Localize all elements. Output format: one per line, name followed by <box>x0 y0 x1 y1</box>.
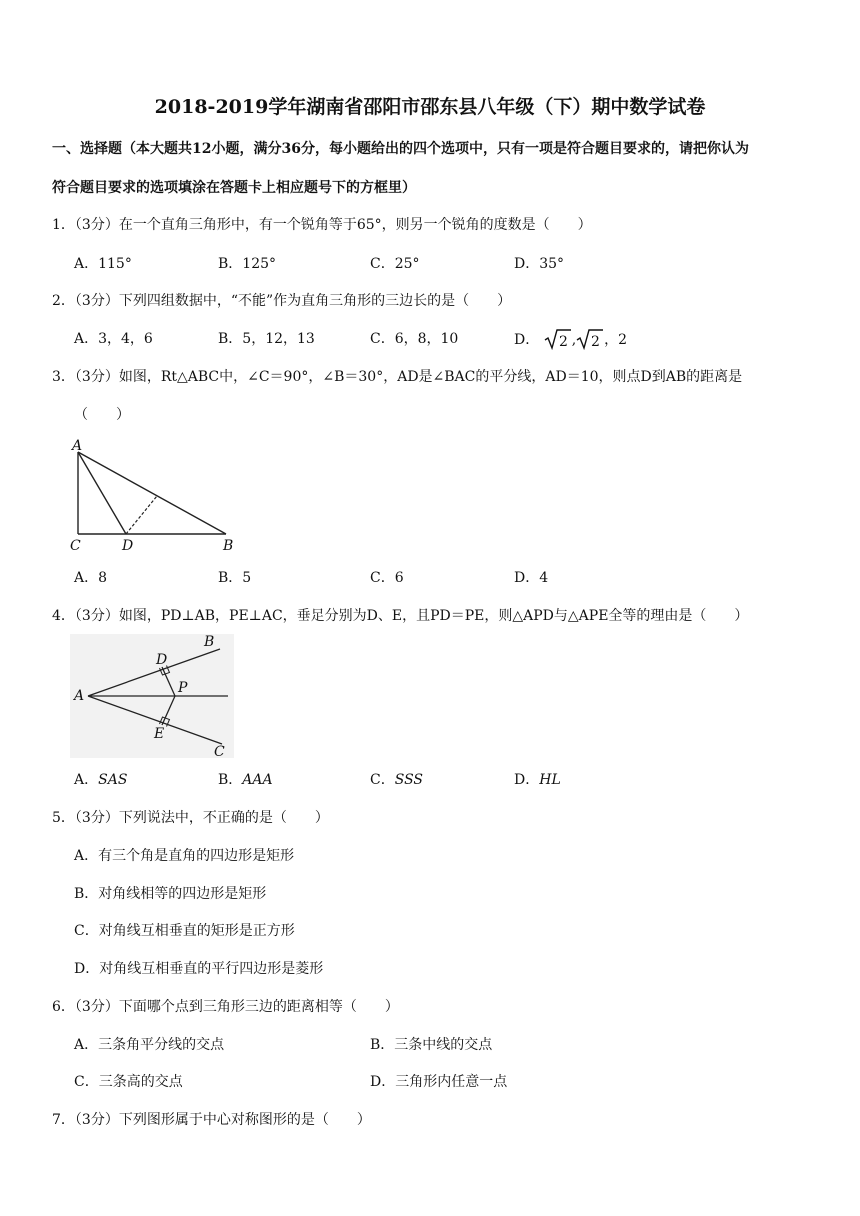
q3-label-b: B <box>223 538 234 554</box>
question-2-stem: 2．（3分）下列四组数据中，“不能”作为直角三角形的三边长的是（ ） <box>52 293 512 309</box>
q4-option-b-letter: B． <box>218 772 243 788</box>
section-instructions-line2: 符合题目要求的选项填涂在答题卡上相应题号下的方框里） <box>52 180 416 196</box>
q4-label-d: D <box>156 652 168 668</box>
question-7-stem: 7．（3分）下列图形属于中心对称图形的是（ ） <box>52 1112 371 1128</box>
page-title: 2018-2019学年湖南省邵阳市邵东县八年级（下）期中数学试卷 <box>154 96 706 118</box>
q5-option-d: D．对角线互相垂直的平行四边形是菱形 <box>74 961 324 977</box>
q4-option-a-letter: A． <box>74 772 99 788</box>
q3-label-c: C <box>70 538 81 554</box>
section-instructions-line1: 一、选择题（本大题共12小题，满分36分，每小题给出的四个选项中，只有一项是符合题目要求的，请把你认为 <box>52 141 749 157</box>
q4-option-a <box>74 769 127 789</box>
q2-option-a: A．3，4，6 <box>74 331 153 347</box>
q4-option-c <box>370 769 423 789</box>
q6-option-d: D．三角形内任意一点 <box>370 1074 508 1090</box>
q3-label-a: A <box>72 438 83 454</box>
q3-option-c: C．6 <box>370 570 404 586</box>
q1-option-d: D．35° <box>514 256 565 272</box>
q3-option-d: D．4 <box>514 570 549 586</box>
q3-option-a: A．8 <box>74 570 108 586</box>
svg-text:2: 2 <box>591 334 601 350</box>
q1-option-c: C．25° <box>370 256 420 272</box>
q4-option-b-text: AAA <box>242 772 273 788</box>
q4-option-b <box>218 769 273 789</box>
q4-label-a: A <box>74 688 85 704</box>
sqrt-sign-icon <box>544 328 572 350</box>
q4-option-a-text: SAS <box>98 772 128 788</box>
q4-label-p: P <box>178 680 188 696</box>
q5-option-c: C．对角线互相垂直的矩形是正方形 <box>74 923 295 939</box>
question-1-stem: 1．（3分）在一个直角三角形中，有一个锐角等于65°，则另一个锐角的度数是（ ） <box>52 217 592 233</box>
q4-label-c: C <box>214 744 225 758</box>
q3-option-b: B．5 <box>218 570 252 586</box>
question-6-stem: 6．（3分）下面哪个点到三角形三边的距离相等（ ） <box>52 999 399 1015</box>
q6-option-b: B．三条中线的交点 <box>370 1037 493 1053</box>
q6-option-c: C．三条高的交点 <box>74 1074 183 1090</box>
q3-bisector-ad <box>78 452 126 534</box>
q3-label-d: D <box>122 538 134 554</box>
q4-angle-figure <box>70 634 234 758</box>
q5-option-b: B．对角线相等的四边形是矩形 <box>74 886 267 902</box>
question-5-stem: 5．（3分）下列说法中，不正确的是（ ） <box>52 810 329 826</box>
q2-option-d: D． 2 , 2 ，2 <box>514 328 627 350</box>
q4-label-b: B <box>204 634 215 650</box>
q5-option-a: A．有三个角是直角的四边形是矩形 <box>74 848 295 864</box>
question-3-stem-line2: （ ） <box>74 407 130 423</box>
q2-option-b: B．5，12，13 <box>218 331 315 347</box>
q6-option-a: A．三条角平分线的交点 <box>74 1037 225 1053</box>
q4-option-d <box>514 769 561 789</box>
q3-perpendicular-dashed <box>126 496 157 534</box>
svg-text:2: 2 <box>558 334 568 350</box>
question-4-stem: 4．（3分）如图，PD⊥AB，PE⊥AC，垂足分别为D、E，且PD＝PE，则△APD与△APE全等的理由是（ ） <box>52 608 749 624</box>
q4-option-d-letter: D． <box>514 772 540 788</box>
q3-side-ab <box>78 452 226 534</box>
q4-option-c-text: SSS <box>394 772 423 788</box>
q4-option-c-letter: C． <box>370 772 395 788</box>
q3-triangle-figure <box>66 438 246 556</box>
q4-label-e: E <box>154 726 165 742</box>
q2-option-c: C．6，8，10 <box>370 331 459 347</box>
q1-option-b: B．125° <box>218 256 277 272</box>
question-3-stem-line1: 3．（3分）如图，Rt△ABC中，∠C＝90°，∠B＝30°，AD是∠BAC的平分线，AD＝10，则点D到AB的距离是 <box>52 369 743 385</box>
sqrt-sign-icon <box>576 328 604 350</box>
q1-option-a: A．115° <box>74 256 132 272</box>
q2-option-d-label: D． <box>514 332 540 348</box>
q4-option-d-text: HL <box>539 772 561 788</box>
